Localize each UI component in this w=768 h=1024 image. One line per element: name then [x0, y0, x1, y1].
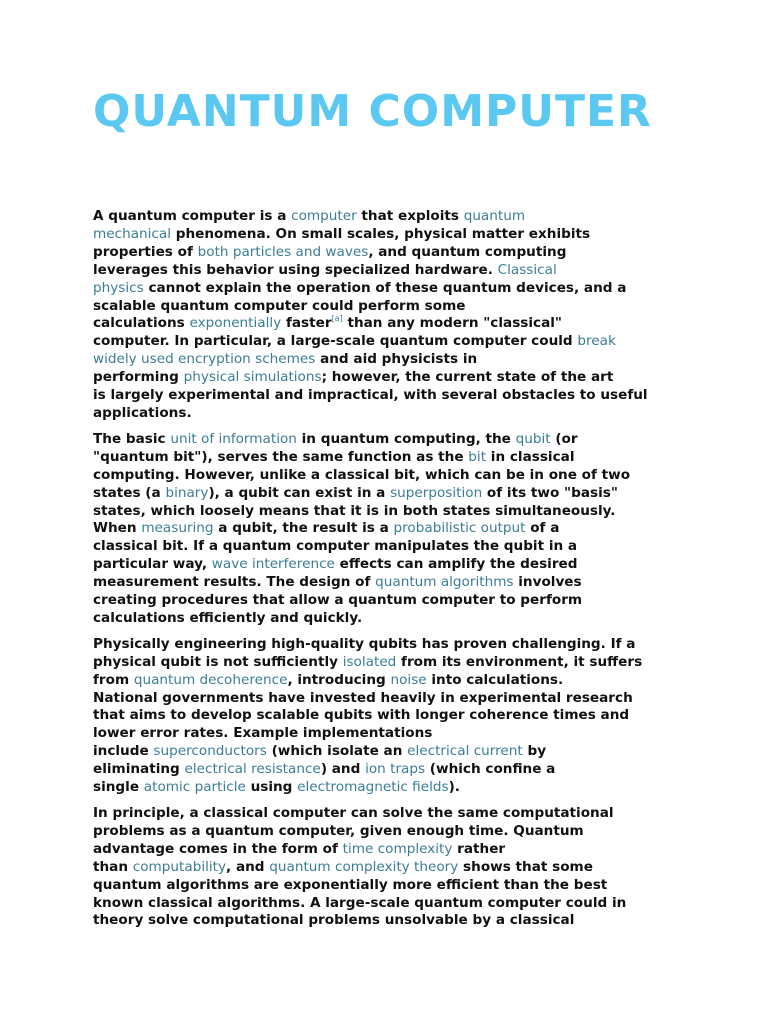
text-run: Physically engineering high-quality qubits has proven challenging. If a	[93, 635, 636, 652]
inline-link[interactable]: mechanical	[93, 225, 171, 242]
inline-link[interactable]: computer	[291, 208, 357, 224]
inline-link[interactable]: qubit	[515, 430, 551, 447]
inline-link[interactable]: Classical	[497, 261, 557, 278]
text-run: In principle, a classical computer can solve the same computational	[93, 805, 614, 821]
text-line	[93, 841, 693, 859]
text-line	[93, 779, 693, 797]
inline-link[interactable]: quantum complexity theory	[269, 858, 459, 875]
inline-link[interactable]: widely used encryption schemes	[93, 351, 316, 368]
text-line	[93, 636, 693, 654]
text-run: single	[93, 779, 144, 796]
text-run: , introducing	[287, 671, 391, 688]
text-run: of its two "basis"	[482, 484, 618, 501]
text-run: (or	[550, 430, 578, 447]
text-line	[93, 654, 693, 672]
text-run: ) and	[320, 761, 366, 778]
text-line	[93, 592, 693, 610]
text-run: performing	[93, 369, 184, 386]
text-run: ).	[448, 779, 460, 796]
inline-link[interactable]: both particles and waves	[197, 243, 369, 260]
text-run: National governments have invested heavily in experimental research	[93, 689, 633, 706]
page-title: QUANTUM COMPUTER	[93, 86, 652, 137]
text-run: than	[93, 858, 133, 875]
inline-link[interactable]: quantum decoherence	[133, 671, 288, 688]
text-line	[93, 556, 693, 574]
inline-link[interactable]: physics	[93, 279, 144, 296]
inline-link[interactable]: quantum	[463, 208, 526, 224]
text-line	[93, 351, 693, 369]
text-run: problems as a quantum computer, given enough time. Quantum	[93, 822, 584, 839]
text-run: quantum algorithms are exponentially more efficient than the best	[93, 876, 608, 893]
inline-link[interactable]: physical simulations	[183, 369, 322, 386]
text-run: A quantum computer is a	[93, 208, 292, 224]
text-run: particular way,	[93, 556, 212, 573]
text-line	[93, 859, 693, 877]
text-line	[93, 761, 693, 779]
inline-link[interactable]: binary	[165, 484, 209, 501]
text-run: is largely experimental and impractical, with several obstacles to useful	[93, 387, 648, 404]
text-run: rather	[452, 840, 506, 857]
text-run: scalable quantum computer could perform some	[93, 297, 466, 314]
text-run: calculations	[93, 315, 190, 332]
text-line	[93, 805, 693, 823]
text-run: using	[245, 779, 298, 796]
text-run: from its environment, it suffers	[396, 653, 643, 670]
text-run: states, which loosely means that it is in both states simultaneously.	[93, 502, 616, 519]
inline-link[interactable]: unit of information	[170, 430, 297, 447]
inline-link[interactable]: superposition	[390, 484, 483, 501]
text-line	[93, 467, 693, 485]
text-run: effects can amplify the desired	[334, 556, 578, 573]
text-line	[93, 520, 693, 538]
text-run: ; however, the current state of the art	[321, 369, 614, 386]
article-body	[93, 208, 693, 938]
text-line	[93, 538, 693, 556]
text-run: phenomena. On small scales, physical matter exhibits	[171, 225, 591, 242]
text-run: involves	[513, 574, 582, 591]
text-run: advantage comes in the form of	[93, 840, 343, 857]
text-run: and aid physicists in	[315, 351, 478, 368]
text-run: The basic	[93, 430, 171, 447]
text-run: that aims to develop scalable qubits with longer coherence times and	[93, 707, 630, 724]
paragraph	[93, 805, 693, 930]
text-run: of a	[525, 520, 560, 537]
text-run: classical bit. If a quantum computer manipulates the qubit in a	[93, 538, 578, 555]
inline-link[interactable]: ion traps	[365, 761, 426, 778]
text-line	[93, 877, 693, 895]
inline-link[interactable]: electrical resistance	[184, 761, 321, 778]
text-run: lower error rates. Example implementations	[93, 725, 433, 742]
text-run: properties of	[93, 243, 198, 260]
text-run: known classical algorithms. A large-scale quantum computer could in	[93, 894, 627, 911]
text-line	[93, 387, 693, 405]
inline-link[interactable]: break	[577, 333, 616, 350]
text-run: computing. However, unlike a classical bit, which can be in one of two	[93, 466, 631, 483]
text-line	[93, 280, 693, 298]
text-run: faster	[281, 315, 332, 332]
paragraph	[93, 636, 693, 797]
text-line	[93, 823, 693, 841]
text-run: than any modern "classical"	[342, 315, 563, 332]
inline-link[interactable]: time complexity	[342, 840, 453, 857]
inline-link[interactable]: bit	[468, 448, 487, 465]
text-run: creating procedures that allow a quantum computer to perform	[93, 592, 583, 609]
text-run: include	[93, 743, 154, 760]
text-run: from	[93, 671, 134, 688]
text-run: cannot explain the operation of these quantum devices, and a	[143, 279, 627, 296]
text-run: in classical	[486, 448, 575, 465]
inline-link[interactable]: probabilistic output	[393, 520, 526, 537]
text-line	[93, 743, 693, 761]
text-run: eliminating	[93, 761, 185, 778]
inline-link[interactable]: superconductors	[153, 743, 267, 760]
text-line	[93, 725, 693, 743]
text-run: that exploits	[356, 208, 464, 224]
inline-link[interactable]: wave interference	[211, 556, 335, 573]
text-line	[93, 895, 693, 913]
text-line	[93, 610, 693, 628]
inline-link[interactable]: atomic particle	[143, 779, 246, 796]
text-line	[93, 208, 693, 226]
inline-link[interactable]: computability	[132, 858, 227, 875]
text-run: applications.	[93, 404, 192, 421]
text-line	[93, 333, 693, 351]
inline-link[interactable]: exponentially	[189, 315, 282, 332]
inline-link[interactable]: noise	[390, 671, 427, 688]
text-run: (which isolate an	[266, 743, 408, 760]
footnote-marker[interactable]: [a]	[331, 314, 343, 324]
text-run: shows that some	[458, 858, 593, 875]
text-run: leverages this behavior using specialized hardware.	[93, 261, 498, 278]
text-run: into calculations.	[426, 671, 564, 688]
paragraph	[93, 208, 693, 423]
inline-link[interactable]: electromagnetic fields	[297, 779, 449, 796]
text-run: "quantum bit"), serves the same function as the	[93, 448, 469, 465]
text-line	[93, 503, 693, 521]
inline-link[interactable]: measuring	[141, 520, 214, 537]
text-line	[93, 690, 693, 708]
text-run: physical qubit is not sufficiently	[93, 653, 343, 670]
text-run: states (a	[93, 484, 166, 501]
inline-link[interactable]: electrical current	[407, 743, 523, 760]
text-run: ), a qubit can exist in a	[208, 484, 391, 501]
text-line	[93, 369, 693, 387]
text-line	[93, 431, 693, 449]
text-line	[93, 912, 693, 930]
text-line	[93, 315, 693, 333]
inline-link[interactable]: quantum algorithms	[375, 574, 514, 591]
text-line	[93, 449, 693, 467]
text-run: in quantum computing, the	[296, 430, 516, 447]
text-run: theory solve computational problems unsolvable by a classical	[93, 912, 575, 929]
text-line	[93, 298, 693, 316]
text-line	[93, 574, 693, 592]
inline-link[interactable]: isolated	[342, 653, 397, 670]
text-run: measurement results. The design of	[93, 574, 376, 591]
text-line	[93, 262, 693, 280]
text-run: , and quantum computing	[368, 243, 567, 260]
text-run: by	[522, 743, 547, 760]
text-run: calculations efficiently and quickly.	[93, 609, 363, 626]
text-line	[93, 707, 693, 725]
text-run: When	[93, 520, 142, 537]
paragraph	[93, 431, 693, 628]
text-line	[93, 244, 693, 262]
text-line	[93, 226, 693, 244]
text-run: a qubit, the result is a	[213, 520, 394, 537]
text-run: computer. In particular, a large-scale quantum computer could	[93, 333, 578, 350]
text-run: (which confine a	[425, 761, 556, 778]
text-line	[93, 672, 693, 690]
text-run: , and	[226, 858, 270, 875]
text-line	[93, 405, 693, 423]
text-line	[93, 485, 693, 503]
